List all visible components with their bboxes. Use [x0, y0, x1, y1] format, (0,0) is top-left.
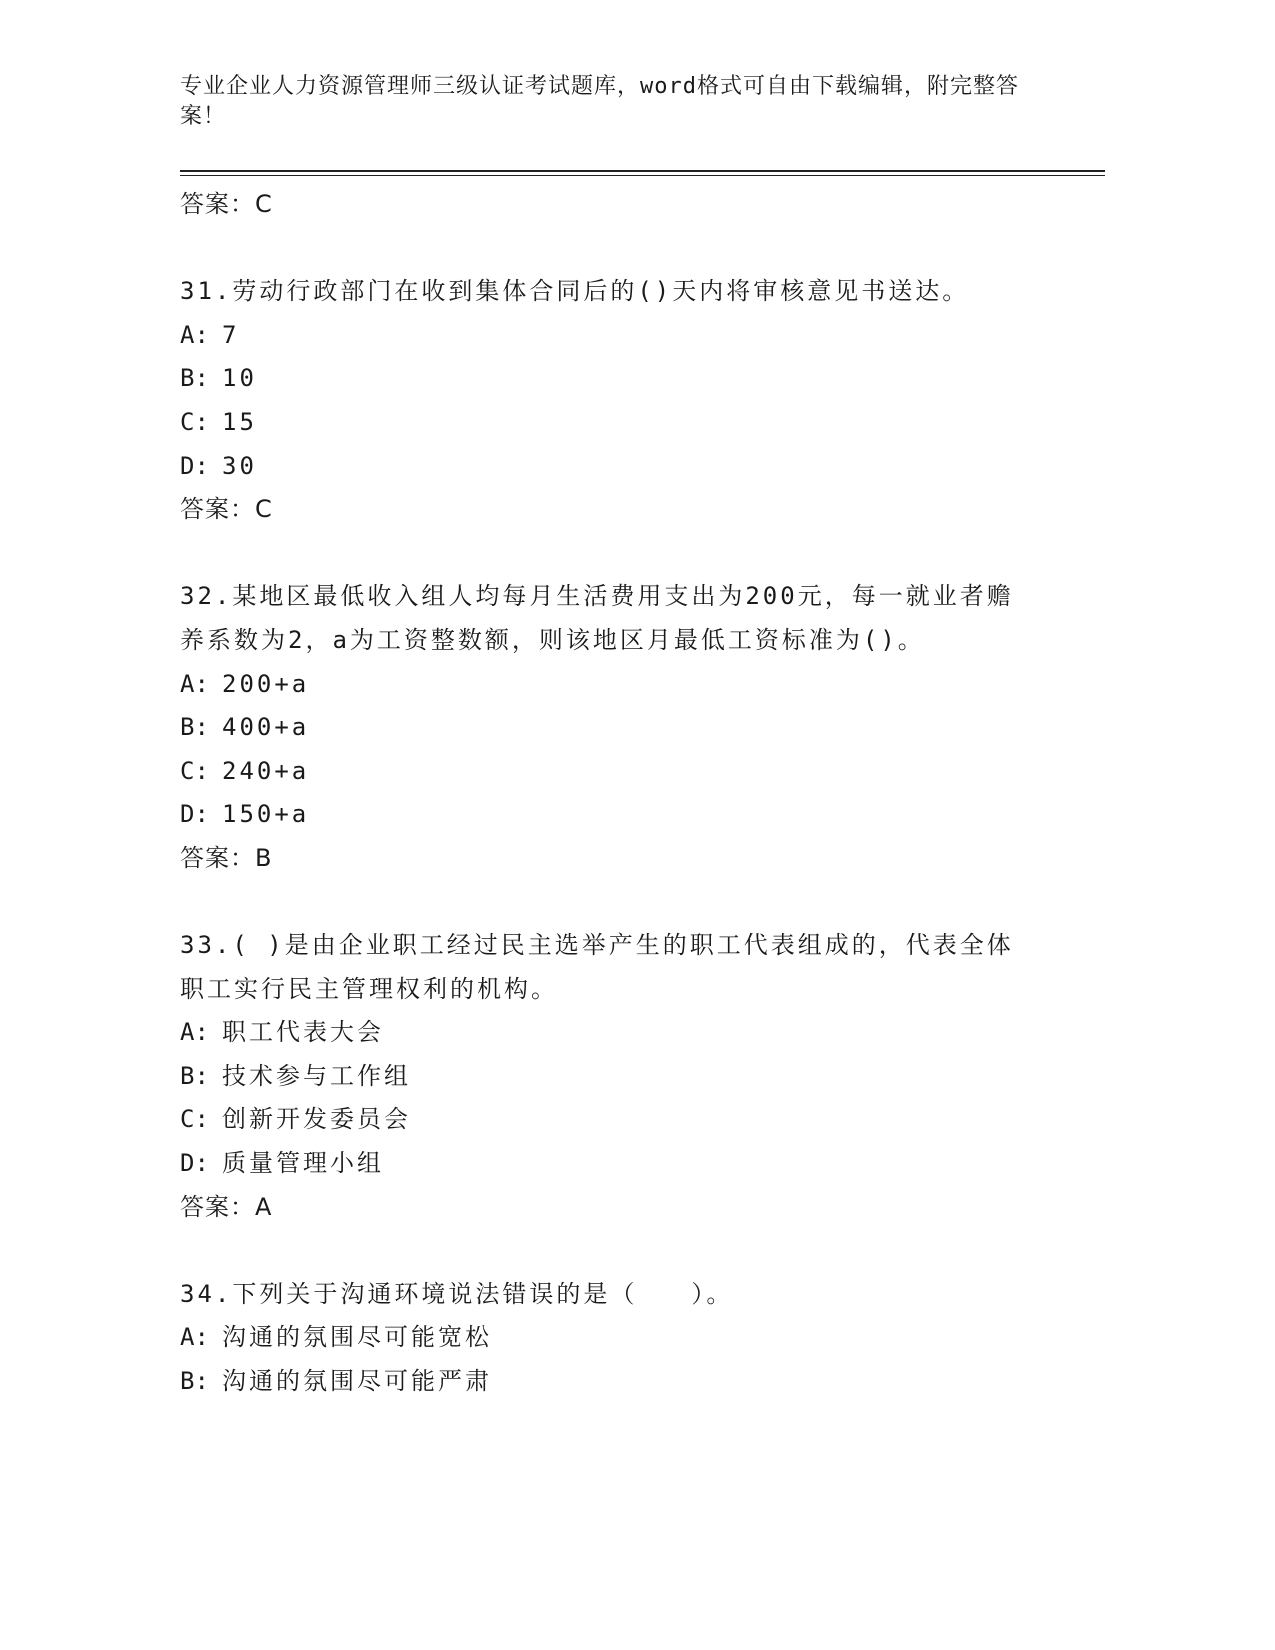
- option-text: 职工代表大会: [222, 1018, 384, 1047]
- answer: 答案：B: [180, 843, 273, 872]
- option-c: [180, 750, 1050, 794]
- option-d: [180, 793, 1050, 837]
- question-32: [180, 575, 1050, 880]
- option-a: [180, 663, 1050, 707]
- option-label: A:: [180, 1018, 209, 1047]
- option-text: 7: [222, 320, 240, 349]
- spacer: [180, 881, 1050, 925]
- option-text: 400+a: [222, 713, 310, 742]
- question-list: [180, 183, 1050, 1404]
- option-label: B:: [180, 364, 209, 393]
- question-text: 34.下列关于沟通环境说法错误的是（ ）。: [180, 1279, 734, 1308]
- option-label: A:: [180, 1323, 209, 1352]
- option-label: B:: [180, 713, 209, 742]
- question-33: [180, 924, 1050, 1229]
- question-text: 职工实行民主管理权利的机构。: [180, 974, 558, 1003]
- option-label: D:: [180, 1149, 209, 1178]
- option-a: [180, 1316, 1050, 1360]
- option-label: D:: [180, 800, 209, 829]
- option-a: [180, 314, 1050, 358]
- question-34: [180, 1273, 1050, 1404]
- spacer: [180, 227, 1050, 271]
- option-a: [180, 1011, 1050, 1055]
- page-header: 专业企业人力资源管理师三级认证考试题库，word格式可自由下载编辑，附完整答案！: [180, 74, 1019, 129]
- option-text: 150+a: [222, 800, 310, 829]
- spacer: [180, 1229, 1050, 1273]
- option-text: 沟通的氛围尽可能严肃: [222, 1367, 492, 1396]
- option-c: [180, 1098, 1050, 1142]
- option-c: [180, 401, 1050, 445]
- header-rule-thin: [180, 175, 1105, 176]
- header-rule-thick: [180, 170, 1105, 172]
- option-text: 质量管理小组: [222, 1149, 384, 1178]
- option-text: 200+a: [222, 669, 310, 698]
- answer: 答案：C: [180, 495, 273, 524]
- option-text: 创新开发委员会: [222, 1105, 411, 1134]
- option-b: [180, 706, 1050, 750]
- option-d: [180, 445, 1050, 489]
- spacer: [180, 532, 1050, 576]
- option-text: 10: [222, 364, 257, 393]
- option-label: D:: [180, 451, 209, 480]
- option-label: C:: [180, 1105, 209, 1134]
- answer: 答案：A: [180, 1192, 273, 1221]
- question-text: 养系数为2，a为工资整数额，则该地区月最低工资标准为()。: [180, 625, 925, 654]
- question-text: 33.( )是由企业职工经过民主选举产生的职工代表组成的，代表全体: [180, 931, 1014, 960]
- question-text: 31.劳动行政部门在收到集体合同后的()天内将审核意见书送达。: [180, 277, 970, 306]
- previous-answer: 答案：C: [180, 190, 273, 218]
- option-label: C:: [180, 756, 209, 785]
- option-b: [180, 1055, 1050, 1099]
- option-d: [180, 1142, 1050, 1186]
- option-b: [180, 1360, 1050, 1404]
- question-text: 32.某地区最低收入组人均每月生活费用支出为200元，每一就业者赡: [180, 582, 1014, 611]
- option-label: C:: [180, 407, 209, 436]
- option-text: 15: [222, 407, 257, 436]
- option-b: [180, 357, 1050, 401]
- option-label: A:: [180, 669, 209, 698]
- option-text: 技术参与工作组: [222, 1061, 411, 1090]
- question-31: [180, 270, 1050, 532]
- option-text: 30: [222, 451, 257, 480]
- option-label: B:: [180, 1061, 209, 1090]
- option-text: 沟通的氛围尽可能宽松: [222, 1323, 492, 1352]
- option-text: 240+a: [222, 756, 310, 785]
- option-label: B:: [180, 1367, 209, 1396]
- option-label: A:: [180, 320, 209, 349]
